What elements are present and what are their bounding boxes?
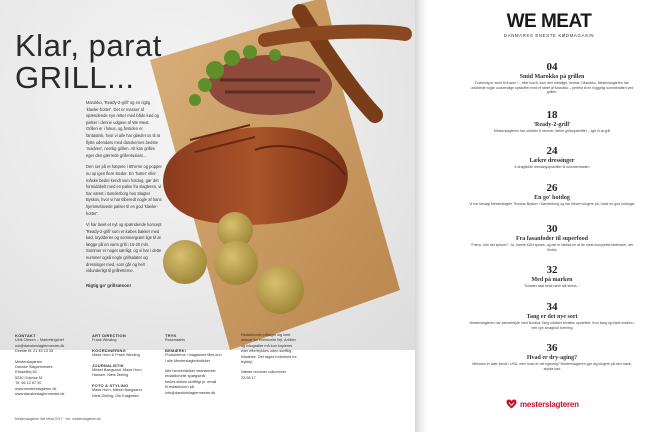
note-line: trykfejl. xyxy=(241,360,254,365)
credit-line: i alle Mesterslagterbutikker xyxy=(165,358,211,363)
heart-shaped-logo-icon xyxy=(506,399,517,409)
grilled-meat xyxy=(208,55,332,115)
toc-title: Hvad er dry-aging? xyxy=(526,355,578,361)
toc-description: 6 dragtfulde dressingopskrifter til sommermaden xyxy=(514,165,590,169)
toc-page-number: 34 xyxy=(546,301,558,313)
toc-title: Lækre dressinger xyxy=(529,158,575,164)
toc-title: Smid Marokko på grillen xyxy=(519,74,585,80)
intro-paragraph: Vi har lavet et nyt og spændende koncept 'Ready-2-grill' som er købes bakker med kød, krydderier og sommergrønt lige til at lægge på en varm grill i 15-20 min. Sommer er noget særligt, og vi har i dette nummer også nogle grillsalater og dressinger med, som går og helt vidunderligt til grillretterne. xyxy=(86,222,162,274)
kontakt-web-link[interactable]: www.mesterslagteren.dk xyxy=(15,386,57,391)
koordinering-heading: KOORDINERING xyxy=(92,347,126,353)
logo-title: WE MEAT xyxy=(506,11,592,32)
right-page xyxy=(428,0,650,432)
credit-line: Produkterne i magasinet fåes kun xyxy=(165,353,222,358)
bemaerk-heading: BEMÆRK! xyxy=(165,347,187,353)
patty-2 xyxy=(163,240,207,284)
toc-title: Med på marken xyxy=(531,277,573,283)
toc-title: Tang er det nye sort xyxy=(526,314,578,320)
toc-item[interactable] xyxy=(468,62,636,95)
kontakt-web-link[interactable]: www.danskeslagtermestre.dk xyxy=(15,392,65,397)
credit-line: bedes sikkes skriftligt pr. email xyxy=(165,379,217,384)
toc-title: Fra fasanfoder til superfood xyxy=(515,236,589,242)
kontakt-heading: KONTAKT xyxy=(15,333,36,338)
page-footer: Mesterslagteren We Meat 2017 · Ver. mesterslagteren.dk xyxy=(15,417,101,421)
toc-page-number: 32 xyxy=(546,264,558,276)
kontakt-line: Direkte tlf. 21 45 13 35 xyxy=(15,349,54,354)
credits-block xyxy=(15,333,410,423)
patty-3 xyxy=(214,241,258,285)
toc-description: 'Frieno, kan det spises?'. Ja, hamfa KAN spises, og det er faktisk en af de mest komplekte fødevarer, der findes xyxy=(470,243,634,252)
kontakt-line: Rüsselkej 83 xyxy=(15,370,37,375)
kontakt-line: Tlf. 66 12 87 00 xyxy=(15,381,42,386)
art-direction-heading: ART DIRECTION xyxy=(92,333,126,338)
credit-line: Mikkel Baegsand, Mads Hurn xyxy=(92,368,142,373)
kontakt-line: Ulrik Olesen – Marketingchef xyxy=(15,338,64,343)
toc-description: 'Tomater skal helst have lidt stress...' xyxy=(523,284,581,288)
journalistik-heading: JOURNALISTIK xyxy=(92,362,124,368)
toc-description: Metoden er især kendt i USA, men hvad er det egentlig? Mesterslagteren gør dig klogere på den mørk-stykke kød xyxy=(472,362,632,371)
credit-line: Hansen, Niels Dieling xyxy=(92,373,129,378)
note-line: tilladelse. Der tages forbehold for xyxy=(241,354,297,359)
note-line: ansvar for eventuelle fejl. Artikler xyxy=(241,338,296,343)
toc-title: 'Ready-2-grill' xyxy=(533,122,571,128)
credit-line: Mads Hurn & Frank Winding xyxy=(92,353,140,358)
info-email-link[interactable]: info@danskeslagtermestre.dk xyxy=(165,390,216,395)
toc-item[interactable] xyxy=(468,183,636,207)
toc-page-number: 26 xyxy=(546,182,558,194)
toc-description: Drømmig er smid til trusen i – eller tuscit, som den rektalige, bedste i Marokko. Mesterslagteren har udviklede nogle uudvendige opskrifter med et stræf af Marokko – perfekt til en hyggelig sommeraften ved grillen. xyxy=(470,81,634,95)
mesterslagteren-brand xyxy=(506,399,579,409)
toc-description: Vi har besøgt Mesterslagter Thomas Byskov i Sønderborg og har bleven klogere på, hvad en god hotdoger xyxy=(469,202,635,206)
toc-item[interactable] xyxy=(468,110,636,134)
toc-page-number: 36 xyxy=(546,342,558,354)
credit-line: til redaktionen på xyxy=(165,385,194,390)
toc-item[interactable] xyxy=(468,224,636,252)
toc-item[interactable] xyxy=(468,343,636,371)
kontakt-line: 5230 Odense M xyxy=(15,375,43,380)
kontakt-line: Mesterslagteren xyxy=(15,359,43,364)
credit-line: Rosendahls xyxy=(165,338,186,343)
kontakt-email-link[interactable]: uol@danskeslagtermestre.dk xyxy=(15,343,65,348)
credit-line: Alle henvendelser vedrørende xyxy=(165,369,216,374)
foto-styling-heading: FOTO & STYLING xyxy=(92,382,129,388)
headline-line-2: GRILL... xyxy=(15,60,135,95)
toc-title: En go' hotdog xyxy=(534,195,570,201)
page-gutter xyxy=(415,0,428,432)
credit-line: redaktionelle spørgsmål xyxy=(165,374,206,379)
note-line: eller eftertrykkes uden skriftlig xyxy=(241,349,292,354)
toc-item[interactable] xyxy=(468,265,636,289)
credit-line: Niels Dieling, Ole Krageslev xyxy=(92,393,140,398)
art-direction-column xyxy=(92,333,172,399)
toc-page-number: 04 xyxy=(546,61,558,73)
intro-paragraph: Marokko, 'Ready-2-grill' og en rigtig 'klavler-hotter'. Der er masser af spændende nye retter med både kød og pølser i denne udgave af We Meat. Grillen er i fokus, og årstiden er fantastisk, hvor vi alle har glædet os til at flytte udendørs med danskernes bedste 'madven', nemlig grillen. Alt kan grilles eger den gærrede grillentusiast... xyxy=(86,100,160,158)
toc-page-number: 18 xyxy=(546,109,558,121)
note-line: og fotografier må kun kopieres xyxy=(241,343,293,348)
credit-line: Frank Winding xyxy=(92,338,117,343)
headline-line-1: Klar, parat xyxy=(15,28,162,63)
kontakt-column xyxy=(15,333,100,397)
tryk-heading: TRYK xyxy=(165,333,177,338)
note-line: Redaktionen påtager sig intet xyxy=(241,333,291,337)
page-headline xyxy=(15,30,162,94)
intro-text xyxy=(86,100,162,294)
signoff: Rigtig go' grillsæson! xyxy=(86,282,131,288)
intro-paragraph: Den ser på et hæpete i 80'erne og popper nu op igen flere steder. En 'hotter' eller måske bedre kendt som hotdog, gør det formidabelt med en pølse fra slagteren, vi har været i Sønderborg hos Slagter Byskov, hvor vi har tilberedt nogle af hans hjemmelavede pølser til en god 'klavler-hotter'. xyxy=(86,164,162,216)
credit-line: Mads Hurn, Mikkel Baegsand, xyxy=(92,388,143,393)
note-column xyxy=(241,333,321,381)
kontakt-line: Danske Slagtermestre xyxy=(15,365,53,370)
toc-item[interactable] xyxy=(468,146,636,170)
next-issue-label: Næste nummer udkommer xyxy=(241,370,287,375)
toc-page-number: 24 xyxy=(546,145,558,157)
toc-item[interactable] xyxy=(468,302,636,330)
patty-4 xyxy=(256,266,304,314)
logo-subtitle: DANMARKS ENESTE KØDMAGASIN xyxy=(503,33,595,38)
next-issue-date: 22.08.17 xyxy=(241,375,256,380)
brand-name: mesterslagteren xyxy=(520,399,579,409)
tryk-column xyxy=(165,333,245,396)
toc-description: Mesterslagteren har samarbejde med Nordisk Tang udviklet kreative opskrifter, hvor tang og bade madles i helt nye smagfuld forening xyxy=(469,321,635,330)
toc-description: Mesterslagteren har udviklet 6 nemme, lækre grilloopskrifter – lige til at grill xyxy=(493,129,611,133)
sausage-2 xyxy=(265,32,405,40)
we-meat-logo xyxy=(490,12,608,38)
toc-page-number: 30 xyxy=(546,223,558,235)
